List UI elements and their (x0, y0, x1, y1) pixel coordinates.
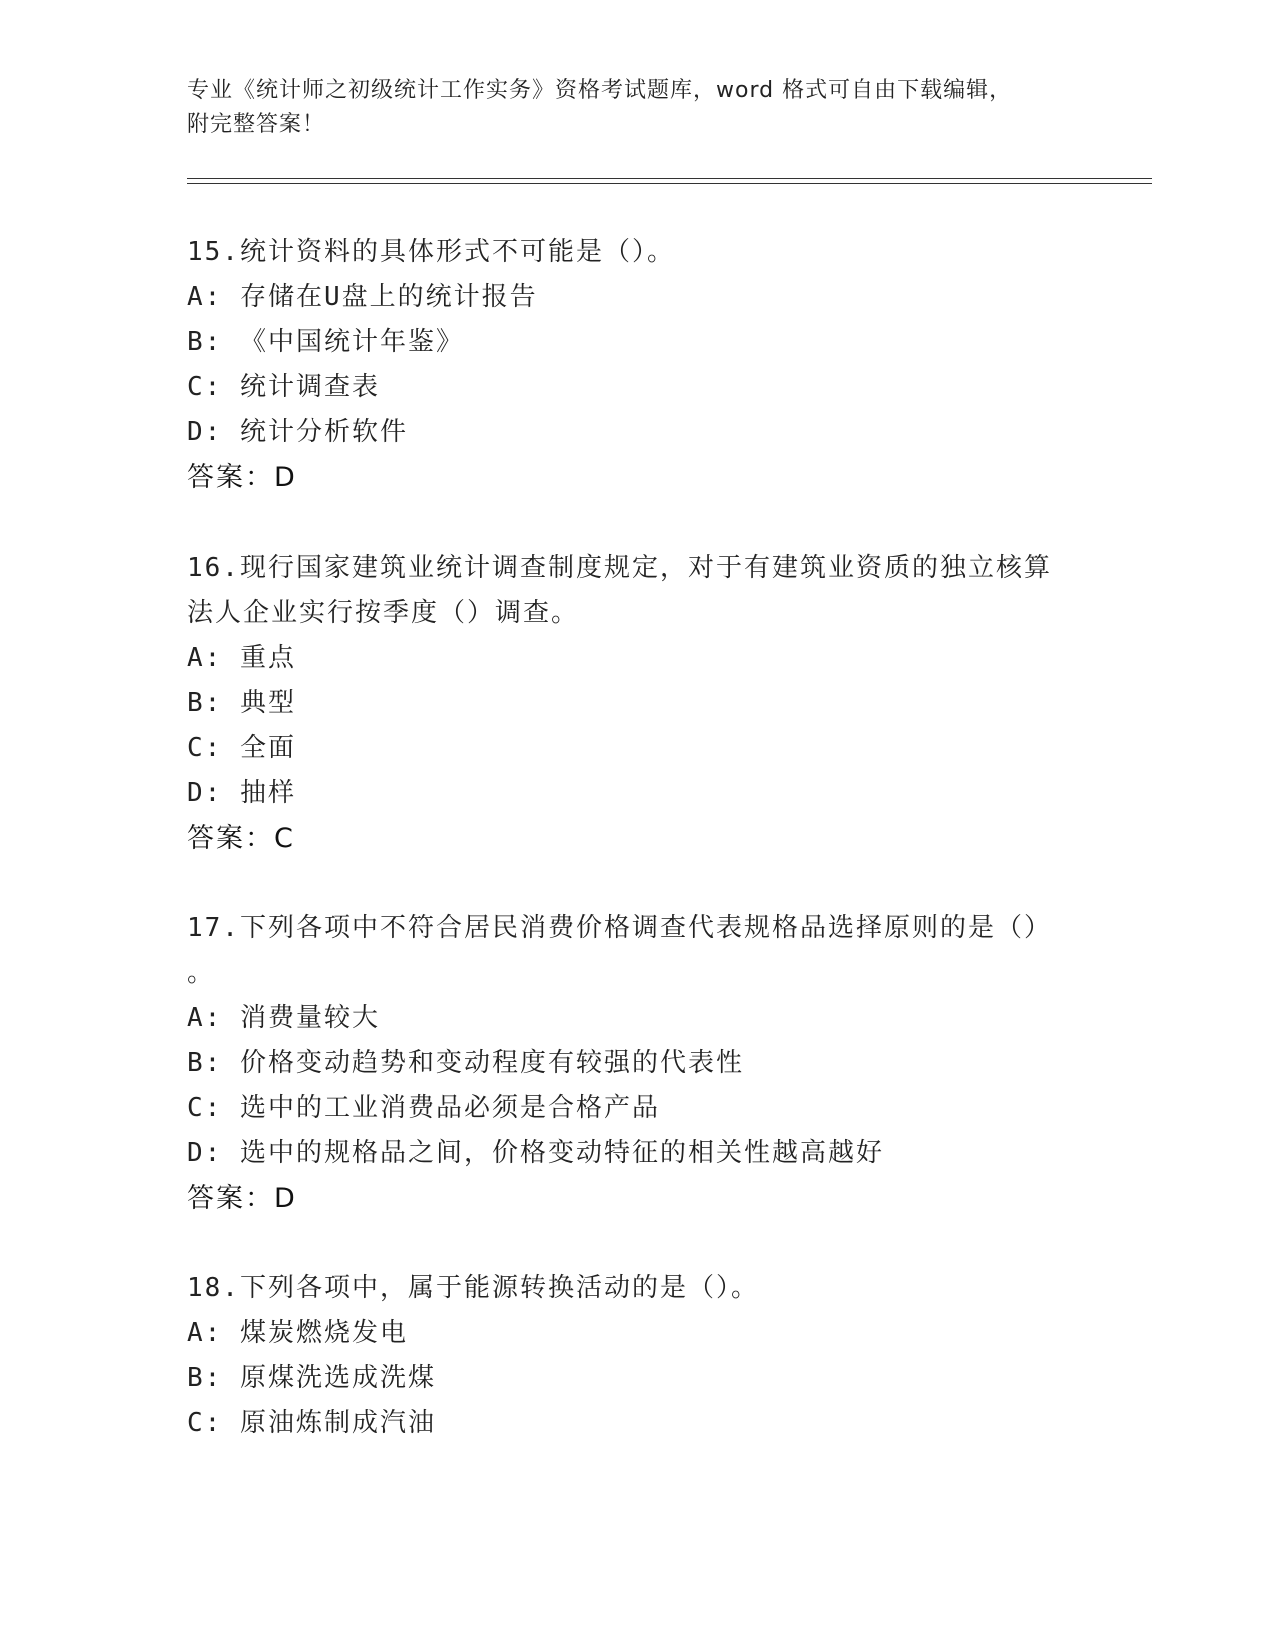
option-d: D: 抽样 (187, 778, 296, 808)
option-c: C: 原油炼制成汽油 (187, 1408, 436, 1438)
option-b: B: 原煤洗选成洗煤 (187, 1363, 436, 1393)
option-b: B: 价格变动趋势和变动程度有较强的代表性 (187, 1048, 744, 1078)
question-text: 18.下列各项中，属于能源转换活动的是（）。 (187, 1273, 759, 1303)
answer: 答案：D (187, 462, 297, 493)
question-text-line-2: 。 (187, 958, 216, 988)
question-18 (187, 1266, 1087, 1446)
option-a: A: 存储在U盘上的统计报告 (187, 282, 538, 312)
question-15 (187, 230, 1087, 500)
option-a: A: 重点 (187, 643, 296, 673)
option-a: A: 消费量较大 (187, 1003, 380, 1033)
option-d: D: 选中的规格品之间，价格变动特征的相关性越高越好 (187, 1138, 884, 1168)
header-line-1: 专业《统计师之初级统计工作实务》资格考试题库，word 格式可自由下载编辑， (187, 78, 1013, 103)
answer: 答案：D (187, 1183, 297, 1214)
answer: 答案：C (187, 823, 295, 854)
question-text-line-1: 16.现行国家建筑业统计调查制度规定，对于有建筑业资质的独立核算 (187, 553, 1052, 583)
option-c: C: 统计调查表 (187, 372, 380, 402)
header-divider-bottom (187, 183, 1152, 184)
question-text-line-1: 17.下列各项中不符合居民消费价格调查代表规格品选择原则的是（） (187, 913, 1052, 943)
option-b: B: 《中国统计年鉴》 (187, 327, 464, 357)
question-text: 15.统计资料的具体形式不可能是（）。 (187, 237, 675, 267)
header-divider-top (187, 178, 1152, 179)
question-16 (187, 546, 1087, 861)
header-line-2: 附完整答案！ (187, 112, 326, 137)
option-c: C: 选中的工业消费品必须是合格产品 (187, 1093, 660, 1123)
question-text-line-2: 法人企业实行按季度（）调查。 (187, 598, 580, 628)
option-c: C: 全面 (187, 733, 296, 763)
option-a: A: 煤炭燃烧发电 (187, 1318, 408, 1348)
question-17 (187, 906, 1087, 1221)
option-d: D: 统计分析软件 (187, 417, 408, 447)
document-header (187, 74, 1067, 142)
option-b: B: 典型 (187, 688, 296, 718)
